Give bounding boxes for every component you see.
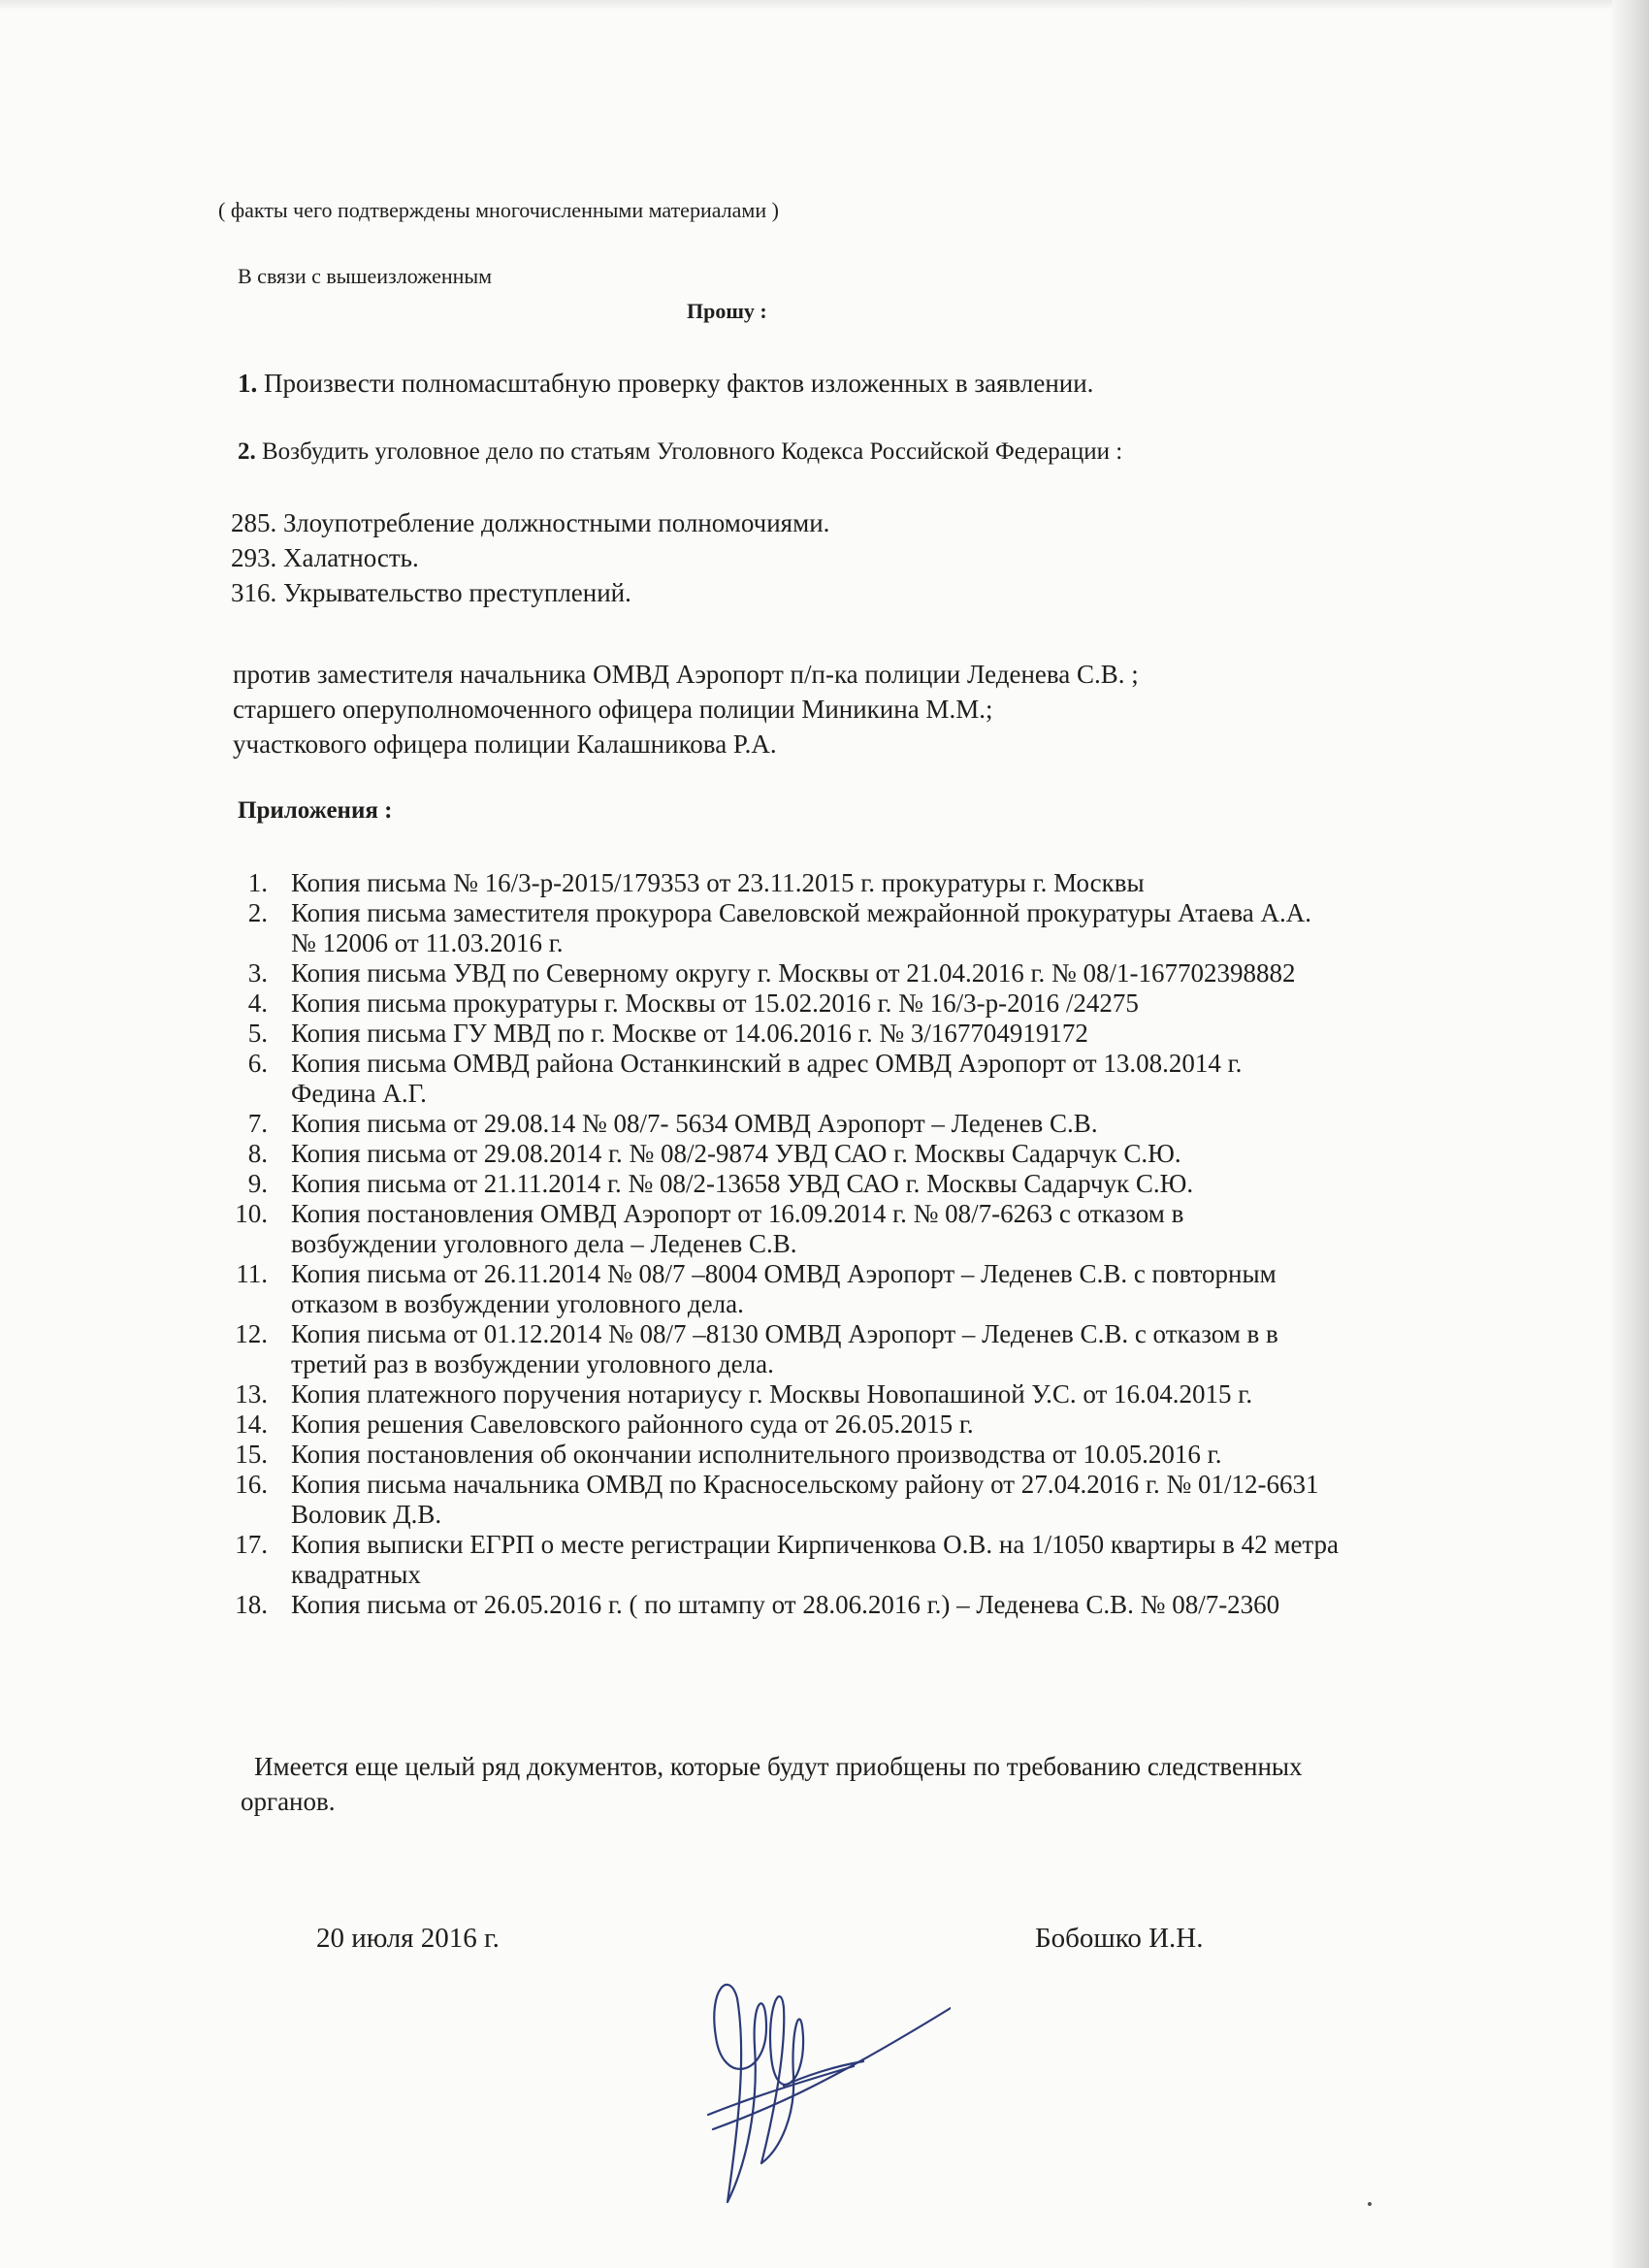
attachment-number: 4. xyxy=(247,988,268,1018)
attachment-number: 14. xyxy=(235,1409,268,1439)
attachment-number: 7. xyxy=(247,1109,268,1138)
attachment-text: Копия выписки ЕГРП о месте регистрации Кирпиченкова О.В. на 1/1050 квартиры в 42 метра xyxy=(291,1530,1340,1559)
attachment-text: Копия решения Савеловского районного суда от 26.05.2015 г. xyxy=(291,1409,974,1439)
article-293: 293. Халатность. xyxy=(231,543,419,572)
signatory-name: Бобошко И.Н. xyxy=(1035,1923,1204,1954)
request-item-1 xyxy=(238,369,1093,399)
attachment-number: 3. xyxy=(247,958,268,988)
attachment-number: 13. xyxy=(235,1379,268,1409)
request-item-2 xyxy=(238,438,1122,466)
attachment-text: Федина А.Г. xyxy=(291,1079,427,1108)
article-285: 285. Злоупотребление должностными полномочиями. xyxy=(231,508,830,537)
article-316: 316. Укрывательство преступлений. xyxy=(231,578,631,607)
request-heading: Прошу : xyxy=(687,299,767,323)
facts-note: ( факты чего подтверждены многочисленными материалами ) xyxy=(218,198,779,222)
attachment-text: Воловик Д.В. xyxy=(291,1500,442,1529)
attachment-number: 12. xyxy=(235,1319,268,1348)
attachment-text: возбуждении уголовного дела – Леденев С.В. xyxy=(291,1229,797,1258)
attachment-text: Копия письма начальника ОМВД по Красносельскому району от 27.04.2016 г. № 01/12-6631 xyxy=(291,1470,1319,1499)
attachment-text: квадратных xyxy=(291,1560,421,1589)
attachment-number: 15. xyxy=(235,1440,268,1469)
document-date: 20 июля 2016 г. xyxy=(316,1923,500,1954)
attachment-text: отказом в возбуждении уголовного дела. xyxy=(291,1289,744,1318)
scan-speck xyxy=(1368,2202,1372,2206)
attachment-text: Копия постановления ОМВД Аэропорт от 16.09.2014 г. № 08/7-6263 с отказом в xyxy=(291,1199,1184,1228)
attachment-number: 17. xyxy=(235,1530,268,1559)
attachment-text: Копия письма от 01.12.2014 № 08/7 –8130 ОМВД Аэропорт – Леденев С.В. с отказом в в xyxy=(291,1319,1278,1348)
attachment-text: Копия письма заместителя прокурора Савеловской межрайонной прокуратуры Атаева А.А. xyxy=(291,898,1312,927)
attachment-number: 1. xyxy=(247,868,268,897)
scan-edge-top xyxy=(0,0,1649,10)
attachment-text: Копия платежного поручения нотариусу г. Москвы Новопашиной У.С. от 16.04.2015 г. xyxy=(291,1379,1253,1409)
attachment-number: 11. xyxy=(236,1259,268,1288)
request-text: Возбудить уголовное дело по статьям Уголовного Кодекса Российской Федерации : xyxy=(262,438,1123,465)
attachment-text: Копия письма от 29.08.14 № 08/7- 5634 ОМВД Аэропорт – Леденев С.В. xyxy=(291,1109,1098,1138)
attachment-number: 9. xyxy=(247,1169,268,1198)
attachment-text: Копия письма № 16/3-р-2015/179353 от 23.11.2015 г. прокуратуры г. Москвы xyxy=(291,868,1145,897)
against-line: против заместителя начальника ОМВД Аэропорт п/п-ка полиции Леденева С.В. ; xyxy=(233,660,1139,689)
attachment-text: Копия письма прокуратуры г. Москвы от 15.02.2016 г. № 16/3-р-2016 /24275 xyxy=(291,988,1139,1018)
attachment-number: 18. xyxy=(235,1590,268,1619)
attachment-text: Копия письма УВД по Северному округу г. Москвы от 21.04.2016 г. № 08/1-167702398882 xyxy=(291,958,1296,988)
attachment-number: 2. xyxy=(247,898,268,927)
request-text: Произвести полномасштабную проверку фактов изложенных в заявлении. xyxy=(264,369,1094,398)
closing-line: органов. xyxy=(241,1787,336,1816)
attachments-heading: Приложения : xyxy=(238,797,393,824)
request-number: 1. xyxy=(238,369,258,398)
attachment-number: 5. xyxy=(247,1019,268,1048)
scan-edge-right xyxy=(1612,0,1649,2268)
request-number: 2. xyxy=(238,438,256,465)
attachment-text: третий раз в возбуждении уголовного дела. xyxy=(291,1349,774,1378)
attachment-text: Копия письма от 21.11.2014 г. № 08/2-13658 УВД САО г. Москвы Садарчук С.Ю. xyxy=(291,1169,1194,1198)
attachment-text: № 12006 от 11.03.2016 г. xyxy=(291,928,564,957)
attachment-text: Копия письма от 26.11.2014 № 08/7 –8004 ОМВД Аэропорт – Леденев С.В. с повторным xyxy=(291,1259,1277,1288)
handwritten-signature xyxy=(669,1969,951,2231)
attachment-number: 6. xyxy=(247,1049,268,1078)
in-connection-text: В связи с вышеизложенным xyxy=(238,264,493,288)
against-line: старшего оперуполномоченного офицера полиции Миникина М.М.; xyxy=(233,695,993,724)
attachment-text: Копия письма от 26.05.2016 г. ( по штампу от 28.06.2016 г.) – Леденева С.В. № 08/7-2360 xyxy=(291,1590,1280,1619)
attachment-number: 16. xyxy=(235,1470,268,1499)
attachment-number: 10. xyxy=(235,1199,268,1228)
against-line: участкового офицера полиции Калашникова Р.А. xyxy=(233,729,777,759)
attachment-text: Копия письма от 29.08.2014 г. № 08/2-9874 УВД САО г. Москвы Садарчук С.Ю. xyxy=(291,1139,1181,1168)
attachment-number: 8. xyxy=(247,1139,268,1168)
attachment-text: Копия постановления об окончании исполнительного производства от 10.05.2016 г. xyxy=(291,1440,1222,1469)
attachment-text: Копия письма ОМВД района Останкинский в адрес ОМВД Аэропорт от 13.08.2014 г. xyxy=(291,1049,1243,1078)
closing-line: Имеется еще целый ряд документов, которые будут приобщены по требованию следственных xyxy=(254,1752,1303,1781)
attachment-text: Копия письма ГУ МВД по г. Москве от 14.06.2016 г. № 3/167704919172 xyxy=(291,1019,1088,1048)
